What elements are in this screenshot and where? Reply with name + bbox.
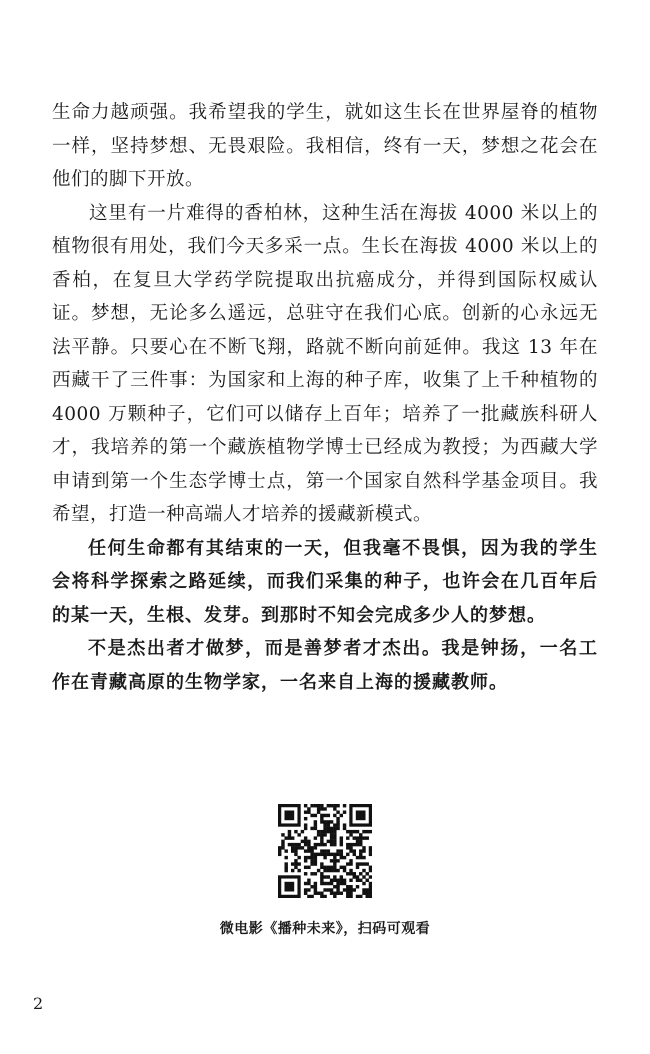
page-body [52, 96, 598, 699]
paragraph-2: 这里有一片难得的香柏林，这种生活在海拔 4000 米以上的植物很有用处，我们今天多采一点。生长在海拔 4000 米以上的香柏，在复旦大学药学院提取出抗癌成分，并得到国际权威认证。梦想，无论多么遥远，总驻守在我们心底。创新的心永远无法平静。只要心在不断飞翔，路就不断向前延伸。我这 13 年在西藏干了三件事：为国家和上海的种子库，收集了上千种植物的 4000 万颗种子，它们可以储存上百年；培养了一批藏族科研人才，我培养的第一个藏族植物学博士已经成为教授；为西藏大学申请到第一个生态学博士点，第一个国家自然科学基金项目。我希望，打造一种高端人才培养的援藏新模式。 [52, 202, 598, 525]
paragraph-1: 生命力越顽强。我希望我的学生，就如这生长在世界屋脊的植物一样，坚持梦想、无畏艰险。我相信，终有一天，梦想之花会在他们的脚下开放。 [52, 102, 598, 190]
page-number: 2 [33, 994, 44, 1013]
paragraph-3: 任何生命都有其结束的一天，但我毫不畏惧，因为我的学生会将科学探索之路延续，而我们采集的种子，也许会在几百年后的某一天，生根、发芽。到那时不知会完成多少人的梦想。 [52, 537, 598, 626]
qr-code-graphic [278, 804, 372, 898]
qr-code-icon[interactable] [278, 804, 372, 898]
qr-caption: 微电影《播种未来》，扫码可观看 [219, 921, 431, 937]
paragraph-4: 不是杰出者才做梦，而是善梦者才杰出。我是钟扬，一名工作在青藏高原的生物学家，一名来自上海的援藏教师。 [52, 638, 598, 693]
